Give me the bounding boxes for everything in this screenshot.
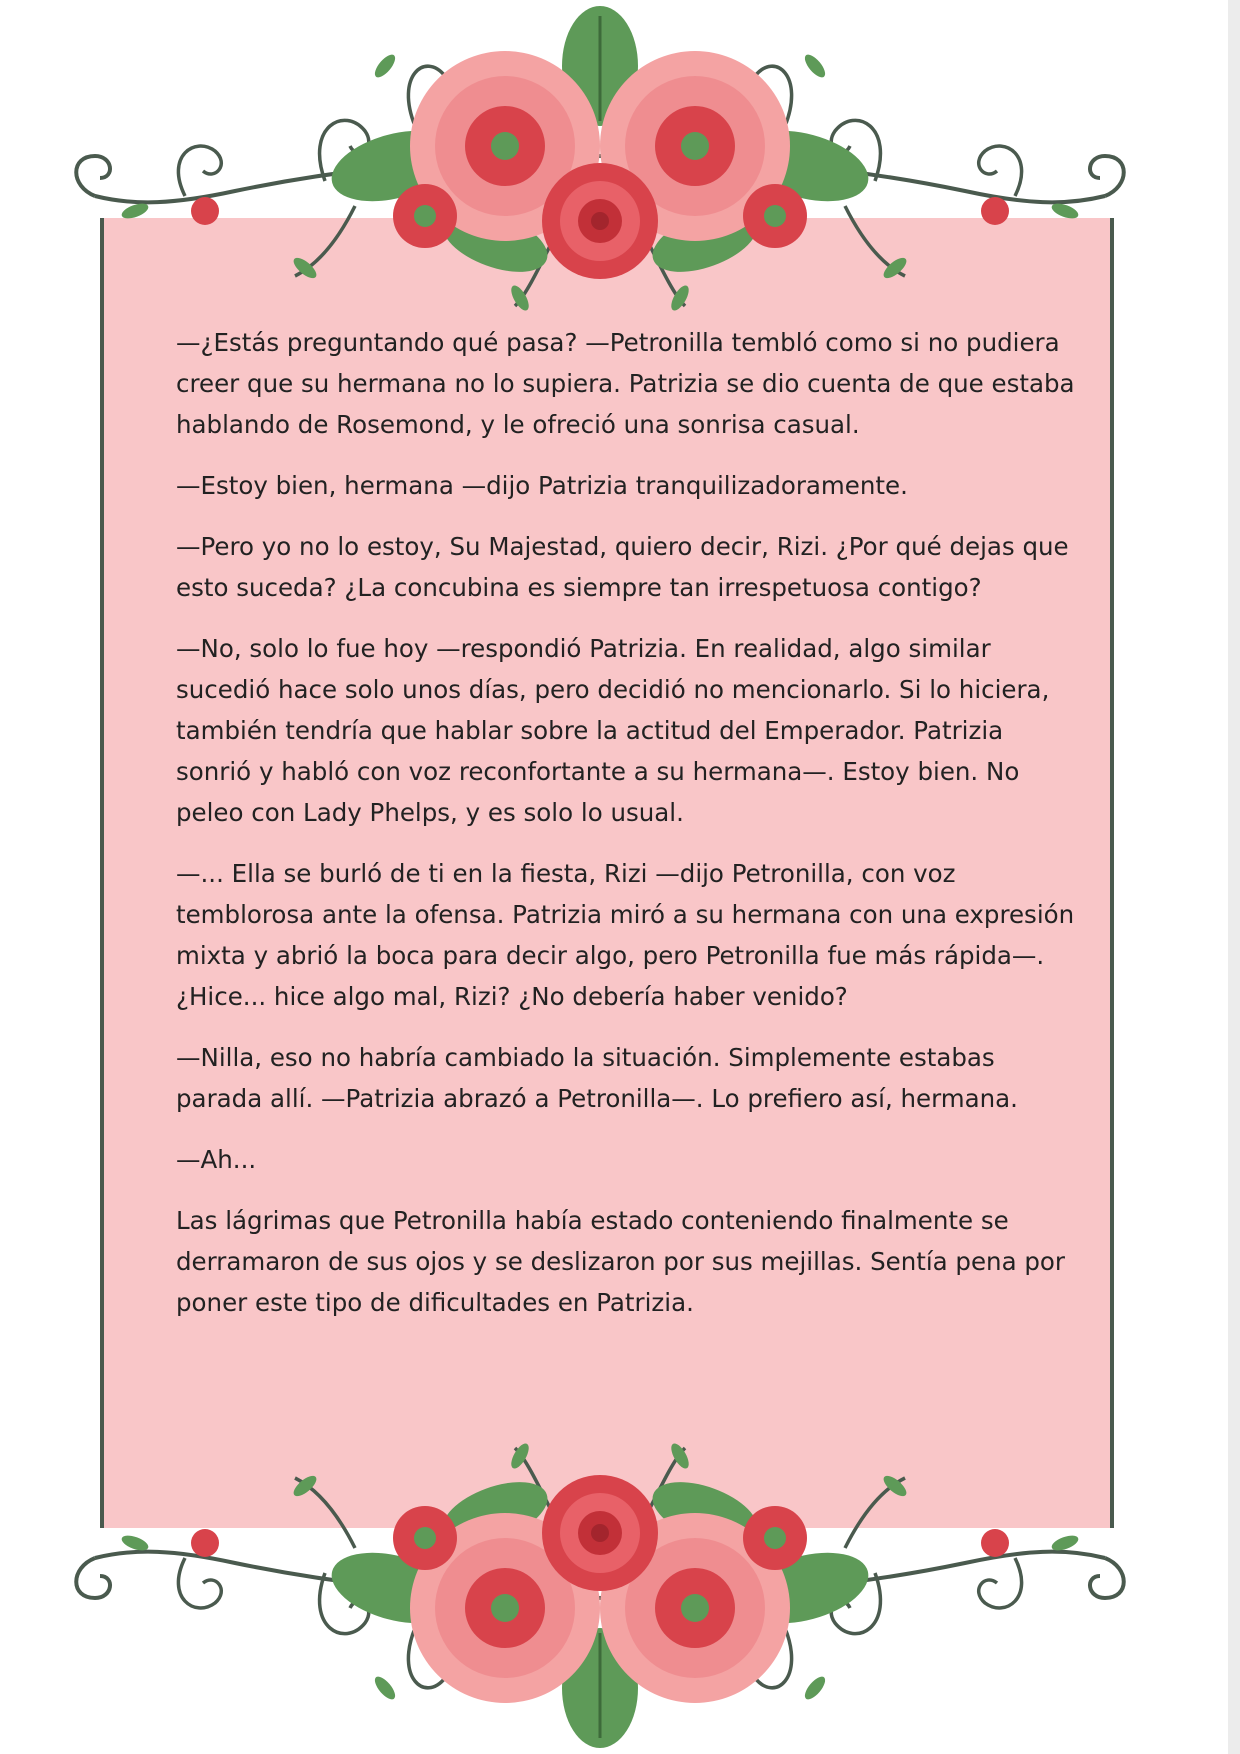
paragraph: —Pero yo no lo estoy, Su Majestad, quiero decir, Rizi. ¿Por qué dejas que esto suceda? ¿La concubina es siempre tan irrespetuosa contigo?	[176, 532, 1069, 602]
page-edge-strip	[1228, 0, 1240, 1754]
paragraph: —Nilla, eso no habría cambiado la situación. Simplemente estabas parada allí. —Patrizia abrazó a Petronilla—. Lo prefiero así, hermana.	[176, 1043, 1018, 1113]
floral-ornament-bottom	[55, 1418, 1145, 1748]
paragraph: —... Ella se burló de ti en la fiesta, Rizi —dijo Petronilla, con voz temblorosa ante la ofensa. Patrizia miró a su hermana con una expresión mixta y abrió la boca para decir algo, pero Petronilla fue más rápida—. ¿Hice... hice algo mal, Rizi? ¿No debería haber venido?	[176, 859, 1075, 1011]
paragraph: —No, solo lo fue hoy —respondió Patrizia. En realidad, algo similar sucedió hace solo unos días, pero decidió no mencionarlo. Si lo hiciera, también tendría que hablar sobre la actitud del Emperador. Patrizia sonrió y habló con voz reconfortante a su hermana—. Estoy bien. No peleo con Lady Phelps, y es solo lo usual.	[176, 634, 1050, 827]
floral-ornament-top	[55, 6, 1145, 336]
story-text	[176, 322, 1076, 1343]
paragraph: —Estoy bien, hermana —dijo Patrizia tranquilizadoramente.	[176, 471, 908, 500]
paragraph: Las lágrimas que Petronilla había estado conteniendo finalmente se derramaron de sus ojos y se deslizaron por sus mejillas. Sentía pena por poner este tipo de dificultades en Patrizia.	[176, 1206, 1065, 1317]
paragraph: —¿Estás preguntando qué pasa? —Petronilla tembló como si no pudiera creer que su hermana no lo supiera. Patrizia se dio cuenta de que estaba hablando de Rosemond, y le ofreció una sonrisa casual.	[176, 328, 1075, 439]
paragraph: —Ah...	[176, 1145, 257, 1174]
